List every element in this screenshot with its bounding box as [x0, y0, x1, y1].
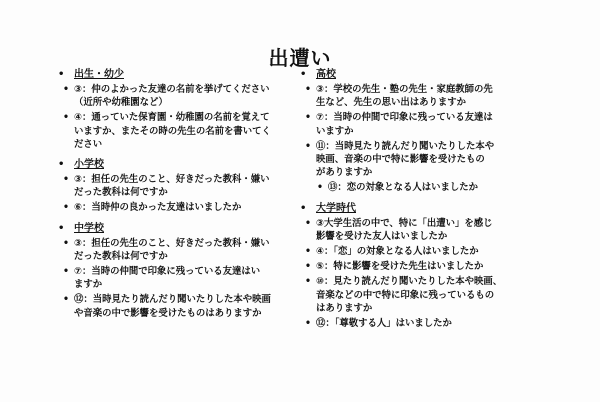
question-list — [306, 217, 534, 331]
question-item: • ⑦：当時の仲間で印象に残っている友達は いますか — [306, 111, 534, 137]
question-item: • ⑤：特に影響を受けた先生はいましたか — [306, 260, 534, 273]
question-item: • ③：仲のよかった友達の名前を挙げてください （近所や幼稚園など） — [64, 83, 300, 109]
page-title: 出遭い — [268, 46, 332, 70]
question-list — [64, 173, 300, 215]
question-item: • ⑥：当時仲の良かった友達はいましたか — [64, 201, 300, 214]
question-list — [64, 237, 300, 320]
question-item: • ⑫：当時見たり読んだり聞いたりした本や映画 や音楽の中で影響を受けたものはありますか — [64, 293, 300, 319]
section-high-school — [306, 68, 534, 195]
question-item: • ③大学生活の中で、特に「出遭い」を感じ 影響を受けた友人はいましたか — [306, 217, 534, 243]
question-item: • ⑦：当時の仲間で印象に残っている友達はい ますか — [64, 265, 300, 291]
question-item: • ③：担任の先生のこと、好きだった教科・嫌い だった教科は何ですか — [64, 173, 300, 199]
question-item: • ③：学校の先生・塾の先生・家庭教師の先 生など、先生の思い出はありますか — [306, 83, 534, 109]
section-heading: • 高校 — [306, 68, 534, 82]
section-junior-high — [64, 222, 300, 320]
question-item: • ⑬：恋の対象となる人はいましたか — [306, 181, 534, 194]
question-item: • ⑩：見たり読んだり聞いたりした本や映画、 音楽などの中で特に印象に残っているもの はありますか — [306, 275, 534, 315]
section-heading: • 大学時代 — [306, 202, 534, 216]
section-heading: • 中学校 — [64, 222, 300, 236]
section-university — [306, 202, 534, 331]
question-item: • ④：「恋」の対象となる人はいましたか — [306, 245, 534, 258]
section-birth-childhood — [64, 68, 300, 151]
question-item: • ④：通っていた保育園・幼稚園の名前を覚えて いますか、またその時の先生の名前を書いてく ださい — [64, 111, 300, 151]
right-column — [306, 68, 534, 337]
section-heading: • 出生・幼少 — [64, 68, 300, 82]
section-heading: • 小学校 — [64, 158, 300, 172]
question-list — [306, 83, 534, 195]
question-list — [64, 83, 300, 151]
left-column — [64, 68, 300, 327]
section-elementary-school — [64, 158, 300, 215]
question-item: • ⑫：「尊敬する人」はいましたか — [306, 317, 534, 330]
question-item: • ⑪：当時見たり読んだり聞いたりした本や 映画、音楽の中で特に影響を受けたもの がありますか — [306, 140, 534, 180]
question-item: • ③：担任の先生のこと、好きだった教科・嫌い だった教科は何ですか — [64, 237, 300, 263]
